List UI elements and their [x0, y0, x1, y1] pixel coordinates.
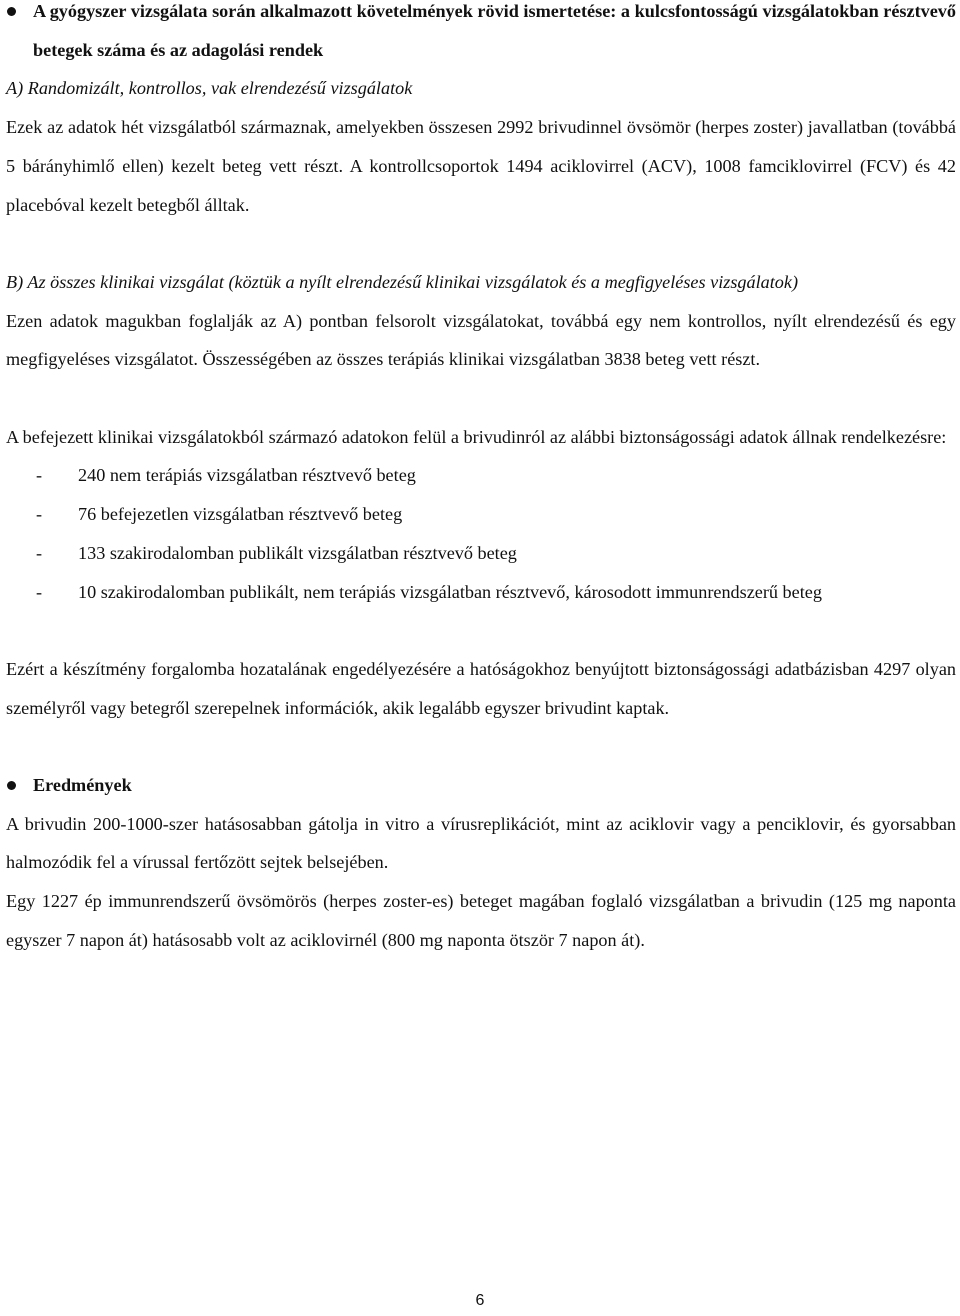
paragraph-subsection-a: Ezek az adatok hét vizsgálatból származnak, amelyekben összesen 2992 brivudinnel övsömör (herpes zoster) javallatban (továbbá 5 bárányhimlő ellen) kezelt beteg vett részt. A kontrollcsoportok 1494 aciklovirrel (ACV), 1008 famciklovirrel (FCV) és 42 placebóval kezelt betegből álltak.: [6, 117, 956, 215]
dash-marker: -: [36, 581, 43, 602]
dash-marker: -: [36, 504, 43, 525]
paragraph-results-2: Egy 1227 ép immunrendszerű övsömörös (herpes zoster-es) beteget magában foglaló vizsgálatban a brivudin (125 mg naponta egyszer 7 napon át) hatásosabb volt az aciklovirnél (800 mg naponta ötször 7 napon át).: [6, 891, 956, 950]
list-item: [6, 495, 956, 534]
section-heading-results: [6, 766, 956, 805]
dash-marker: -: [36, 542, 43, 563]
list-item: [6, 534, 956, 573]
section-heading-results-text: Eredmények: [33, 775, 132, 795]
bullet-icon: [7, 7, 16, 16]
spacer: [6, 611, 956, 650]
list-item-text: 240 nem terápiás vizsgálatban résztvevő beteg: [78, 465, 416, 486]
subsection-title-b: B) Az összes klinikai vizsgálat (köztük a nyílt elrendezésű klinikai vizsgálatok és a megfigyeléses vizsgálatok): [6, 271, 799, 292]
section-heading-requirements: [6, 0, 956, 69]
bullet-icon: [7, 781, 16, 790]
subsection-title-a: A) Randomizált, kontrollos, vak elrendezésű vizsgálatok: [6, 78, 413, 99]
list-item-text: 133 szakirodalomban publikált vizsgálatban résztvevő beteg: [78, 542, 517, 563]
paragraph-subsection-b: Ezen adatok magukban foglalják az A) pontban felsorolt vizsgálatokat, továbbá egy nem kontrollos, nyílt elrendezésű és egy megfigyeléses vizsgálatot. Összességében az összes terápiás klinikai vizsgálatban 3838 beteg vett részt.: [6, 310, 956, 370]
safety-data-list: [6, 456, 956, 611]
spacer: [6, 379, 956, 418]
page-number: 6: [475, 1292, 485, 1309]
spacer: [6, 224, 956, 263]
spacer: [6, 727, 956, 766]
list-item-text: 10 szakirodalomban publikált, nem terápiás vizsgálatban résztvevő, károsodott immunrendszerű beteg: [78, 581, 822, 602]
paragraph-safety-intro: A befejezett klinikai vizsgálatokból származó adatokon felül a brivudinról az alábbi biztonságossági adatok állnak rendelkezésre:: [6, 426, 947, 447]
paragraph-conclusion: Ezért a készítmény forgalomba hozatalának engedélyezésére a hatóságokhoz benyújtott biztonságossági adatbázisban 4297 olyan személyről vagy betegről szerepelnek információk, akik legalább egyszer brivudint kaptak.: [6, 658, 956, 718]
section-heading-requirements-text: A gyógyszer vizsgálata során alkalmazott követelmények rövid ismertetése: a kulcsfontosságú vizsgálatokban résztvevő betegek száma és az adagolási rendek: [33, 1, 956, 60]
list-item-text: 76 befejezetlen vizsgálatban résztvevő beteg: [78, 504, 403, 525]
paragraph-results-1: A brivudin 200-1000-szer hatásosabban gátolja in vitro a vírusreplikációt, mint az aciklovir vagy a penciklovir, és gyorsabban halmozódik fel a vírussal fertőzött sejtek belsejében.: [6, 813, 956, 873]
dash-marker: -: [36, 465, 43, 486]
list-item: [6, 573, 956, 612]
document-page: [6, 0, 956, 960]
list-item: [6, 456, 956, 495]
